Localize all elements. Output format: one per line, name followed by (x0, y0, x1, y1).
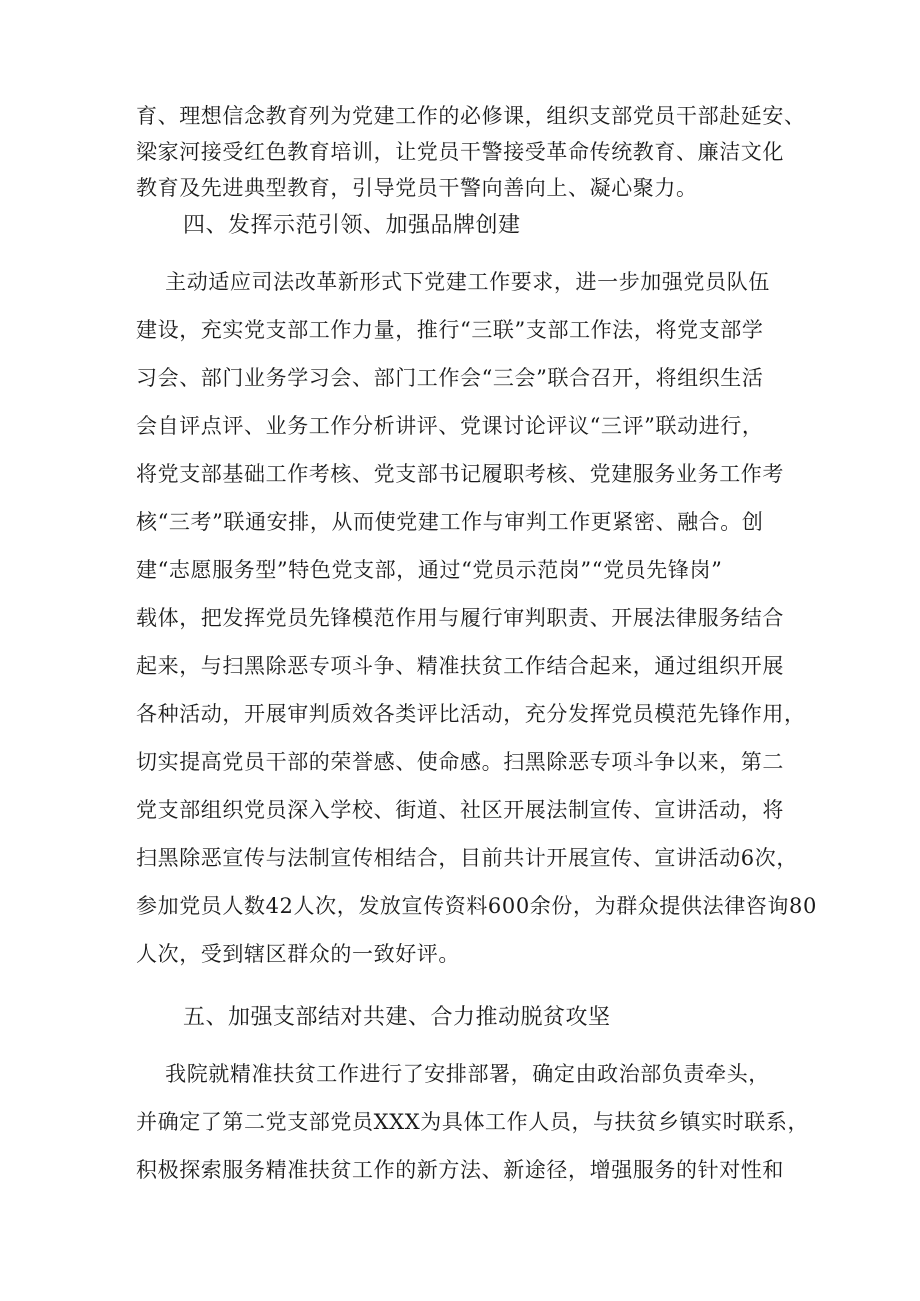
paragraph-line: 积极探索服务精准扶贫工作的新方法、新途径，增强服务的针对性和 (136, 1158, 784, 1182)
paragraph-line: 载体，把发挥党员先锋模范作用与履行审判职责、开展法律服务结合 (136, 606, 784, 630)
top-paragraph (136, 98, 806, 206)
paragraph-line: 人次，受到辖区群众的一致好评。 (136, 942, 460, 966)
paragraph-line: 习会、部门业务学习会、部门工作会“三会”联合召开，将组织生活 (136, 366, 764, 390)
paragraph-line: 党支部组织党员深入学校、街道、社区开展法制宣传、宣讲活动，将 (136, 798, 784, 822)
paragraph-line: 扫黑除恶宣传与法制宣传相结合，目前共计开展宣传、宣讲活动6次， (136, 846, 798, 870)
paragraph-line: 建“志愿服务型”特色党支部，通过“党员示范岗”“党员先锋岗” (136, 558, 723, 582)
paragraph-line: 育、理想信念教育列为党建工作的必修课，组织支部党员干部赴延安、 (136, 104, 806, 128)
section-4-heading: 四、发挥示范引领、加强品牌创建 (183, 213, 521, 238)
paragraph-line: 切实提高党员干部的荣誉感、使命感。扫黑除恶专项斗争以来，第二 (136, 750, 784, 774)
paragraph-line: 建设，充实党支部工作力量，推行“三联”支部工作法，将党支部学 (136, 318, 764, 342)
section-5-paragraph (136, 1050, 810, 1194)
paragraph-line: 并确定了第二党支部党员XXX为具体工作人员，与扶贫乡镇实时联系， (136, 1110, 810, 1134)
paragraph-line: 参加党员人数42人次，发放宣传资料600余份，为群众提供法律咨询80 (136, 894, 817, 918)
paragraph-line: 核“三考”联通安排，从而使党建工作与审判工作更紧密、融合。创 (136, 510, 764, 534)
section-4-paragraph (136, 258, 817, 978)
paragraph-line: 起来，与扫黑除恶专项斗争、精准扶贫工作结合起来，通过组织开展 (136, 654, 784, 678)
paragraph-line: 各种活动，开展审判质效各类评比活动，充分发挥党员模范先锋作用， (136, 702, 806, 726)
paragraph-line: 主动适应司法改革新形式下党建工作要求，进一步加强党员队伍 (136, 270, 770, 294)
paragraph-line: 教育及先进典型教育，引导党员干警向善向上、凝心聚力。 (136, 176, 698, 200)
paragraph-line: 将党支部基础工作考核、党支部书记履职考核、党建服务业务工作考 (136, 462, 784, 486)
paragraph-line: 我院就精准扶贫工作进行了安排部署，确定由政治部负责牵头， (136, 1062, 770, 1086)
paragraph-line: 会自评点评、业务工作分析讲评、党课讨论评议“三评”联动进行， (136, 414, 764, 438)
paragraph-line: 梁家河接受红色教育培训，让党员干警接受革命传统教育、廉洁文化 (136, 140, 784, 164)
section-5-heading: 五、加强支部结对共建、合力推动脱贫攻坚 (183, 1005, 611, 1030)
